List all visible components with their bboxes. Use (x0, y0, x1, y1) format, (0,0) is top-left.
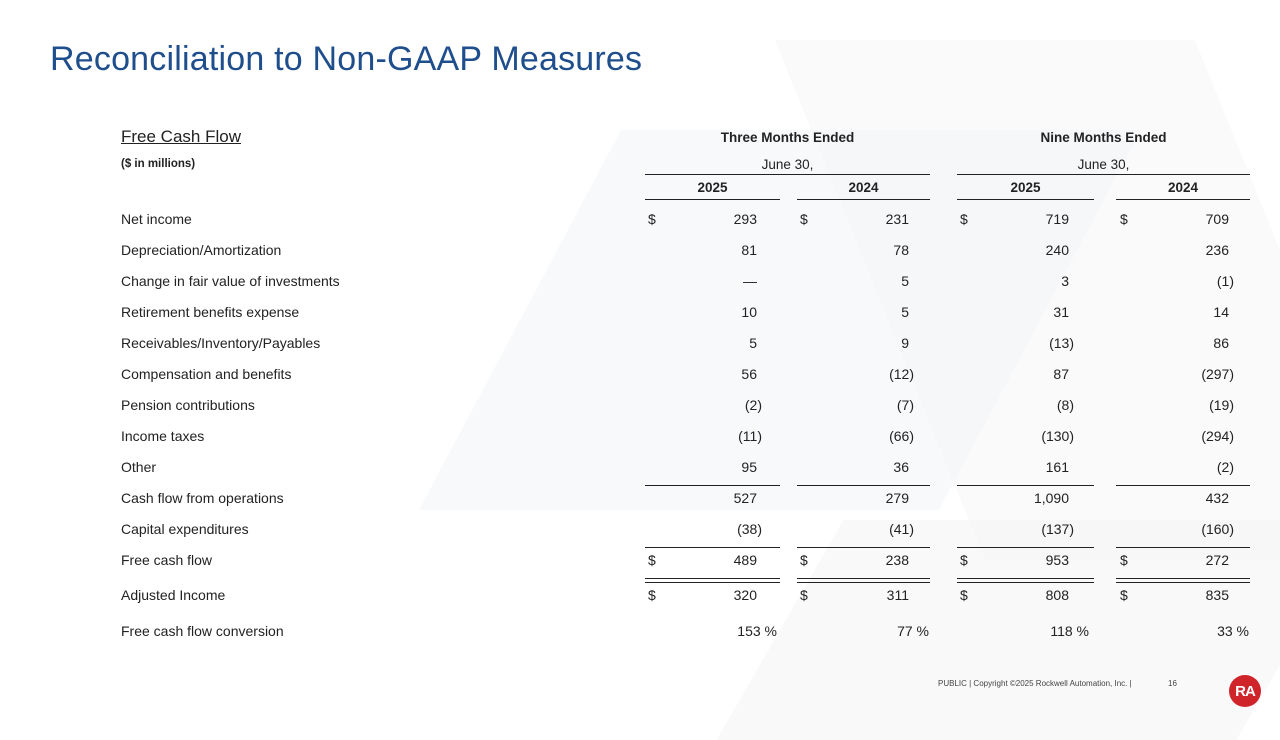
cell-value: 311 (886, 587, 909, 603)
cell-value: — (743, 273, 757, 289)
cell-value: 279 (885, 490, 909, 506)
row-label: Free cash flow conversion (121, 623, 284, 639)
currency-symbol: $ (800, 587, 808, 603)
cell-value: (137) (1041, 521, 1074, 537)
row-label: Change in fair value of investments (121, 273, 340, 289)
cell-value: 161 (1045, 459, 1069, 475)
footer-copyright: PUBLIC | Copyright ©2025 Rockwell Automation, Inc. | (938, 679, 1132, 688)
total-rule (1116, 578, 1250, 579)
total-rule (797, 485, 930, 486)
currency-symbol: $ (648, 587, 656, 603)
nine-months-header: Nine Months Ended (1040, 130, 1167, 145)
cell-value: 709 (1205, 211, 1229, 227)
row-label: Cash flow from operations (121, 490, 284, 506)
cell-value: 527 (733, 490, 757, 506)
cell-value: 78 (893, 242, 909, 258)
rockwell-logo: RA (1229, 675, 1261, 707)
cell-value: 33 % (1217, 623, 1249, 639)
cell-value: (19) (1209, 397, 1234, 413)
currency-symbol: $ (648, 211, 656, 227)
total-rule (1116, 485, 1250, 486)
three-months-subheader: June 30, (761, 157, 814, 172)
cell-value: (8) (1056, 397, 1074, 413)
row-label: Adjusted Income (121, 587, 226, 603)
cell-value: 719 (1045, 211, 1069, 227)
total-rule (797, 578, 930, 579)
cell-value: 56 (741, 366, 757, 382)
cell-value: (13) (1049, 335, 1074, 351)
cell-value: (38) (737, 521, 762, 537)
units-label: ($ in millions) (121, 158, 196, 170)
currency-symbol: $ (960, 552, 968, 568)
currency-symbol: $ (960, 211, 968, 227)
year-rule (957, 199, 1094, 200)
total-rule (957, 582, 1094, 583)
section-title: Free Cash Flow (121, 127, 241, 146)
year-rule (645, 199, 780, 200)
total-rule (645, 547, 780, 548)
total-rule (1116, 582, 1250, 583)
year-header-3m-2025: 2025 (697, 180, 728, 195)
row-label: Capital expenditures (121, 521, 249, 537)
cell-value: 432 (1205, 490, 1229, 506)
total-rule (797, 547, 930, 548)
total-rule (957, 485, 1094, 486)
total-rule (645, 582, 780, 583)
three-months-header: Three Months Ended (720, 130, 855, 145)
row-label: Compensation and benefits (121, 366, 292, 382)
cell-value: (160) (1201, 521, 1234, 537)
total-rule (645, 485, 780, 486)
header-rule (645, 174, 930, 175)
page-number: 16 (1168, 679, 1177, 688)
cell-value: 240 (1045, 242, 1069, 258)
cell-value: 808 (1045, 587, 1069, 603)
row-label: Income taxes (121, 428, 205, 444)
cell-value: 10 (741, 304, 757, 320)
cell-value: (66) (889, 428, 914, 444)
row-label: Receivables/Inventory/Payables (121, 335, 321, 351)
nine-months-subheader: June 30, (1077, 157, 1130, 172)
cell-value: 3 (1061, 273, 1069, 289)
currency-symbol: $ (1120, 211, 1128, 227)
year-rule (1116, 199, 1250, 200)
cell-value: 231 (885, 211, 909, 227)
year-header-9m-2025: 2025 (1010, 180, 1041, 195)
cell-value: 86 (1213, 335, 1229, 351)
row-label: Pension contributions (121, 397, 255, 413)
cell-value: 5 (749, 335, 757, 351)
cell-value: 77 % (897, 623, 929, 639)
cell-value: 9 (901, 335, 909, 351)
cell-value: 31 (1053, 304, 1069, 320)
currency-symbol: $ (960, 587, 968, 603)
cell-value: 87 (1053, 366, 1069, 382)
cell-value: 81 (741, 242, 757, 258)
header-rule (957, 174, 1250, 175)
cell-value: 236 (1205, 242, 1229, 258)
cell-value: 1,090 (1033, 490, 1069, 506)
cell-value: (12) (889, 366, 914, 382)
row-label: Other (121, 459, 157, 475)
total-rule (1116, 547, 1250, 548)
cell-value: (130) (1041, 428, 1074, 444)
cell-value: (7) (896, 397, 914, 413)
cell-value: 953 (1045, 552, 1069, 568)
total-rule (797, 582, 930, 583)
cell-value: 14 (1213, 304, 1229, 320)
cell-value: 153 % (737, 623, 777, 639)
year-rule (797, 199, 930, 200)
currency-symbol: $ (648, 552, 656, 568)
total-rule (957, 578, 1094, 579)
cell-value: 489 (733, 552, 757, 568)
row-label: Net income (121, 211, 192, 227)
cell-value: 835 (1205, 587, 1229, 603)
currency-symbol: $ (1120, 552, 1128, 568)
cell-value: (2) (744, 397, 762, 413)
cell-value: (297) (1201, 366, 1234, 382)
cell-value: 5 (901, 304, 909, 320)
year-header-9m-2024: 2024 (1167, 180, 1199, 195)
cell-value: 118 % (1050, 623, 1089, 639)
cell-value: 5 (901, 273, 909, 289)
slide-title: Reconciliation to Non-GAAP Measures (50, 40, 643, 78)
cell-value: (2) (1216, 459, 1234, 475)
cell-value: (41) (889, 521, 914, 537)
cell-value: (1) (1216, 273, 1234, 289)
cell-value: 293 (733, 211, 757, 227)
cell-value: 238 (885, 552, 909, 568)
cell-value: 95 (741, 459, 757, 475)
cell-value: 36 (893, 459, 909, 475)
row-label: Free cash flow (121, 552, 213, 568)
cell-value: 272 (1205, 552, 1229, 568)
cell-value: (294) (1201, 428, 1234, 444)
total-rule (645, 578, 780, 579)
total-rule (957, 547, 1094, 548)
row-label: Depreciation/Amortization (121, 242, 282, 258)
cell-value: 320 (733, 587, 757, 603)
currency-symbol: $ (800, 211, 808, 227)
row-label: Retirement benefits expense (121, 304, 300, 320)
cell-value: (11) (738, 428, 762, 444)
year-header-3m-2024: 2024 (848, 180, 879, 195)
currency-symbol: $ (1120, 587, 1128, 603)
currency-symbol: $ (800, 552, 808, 568)
